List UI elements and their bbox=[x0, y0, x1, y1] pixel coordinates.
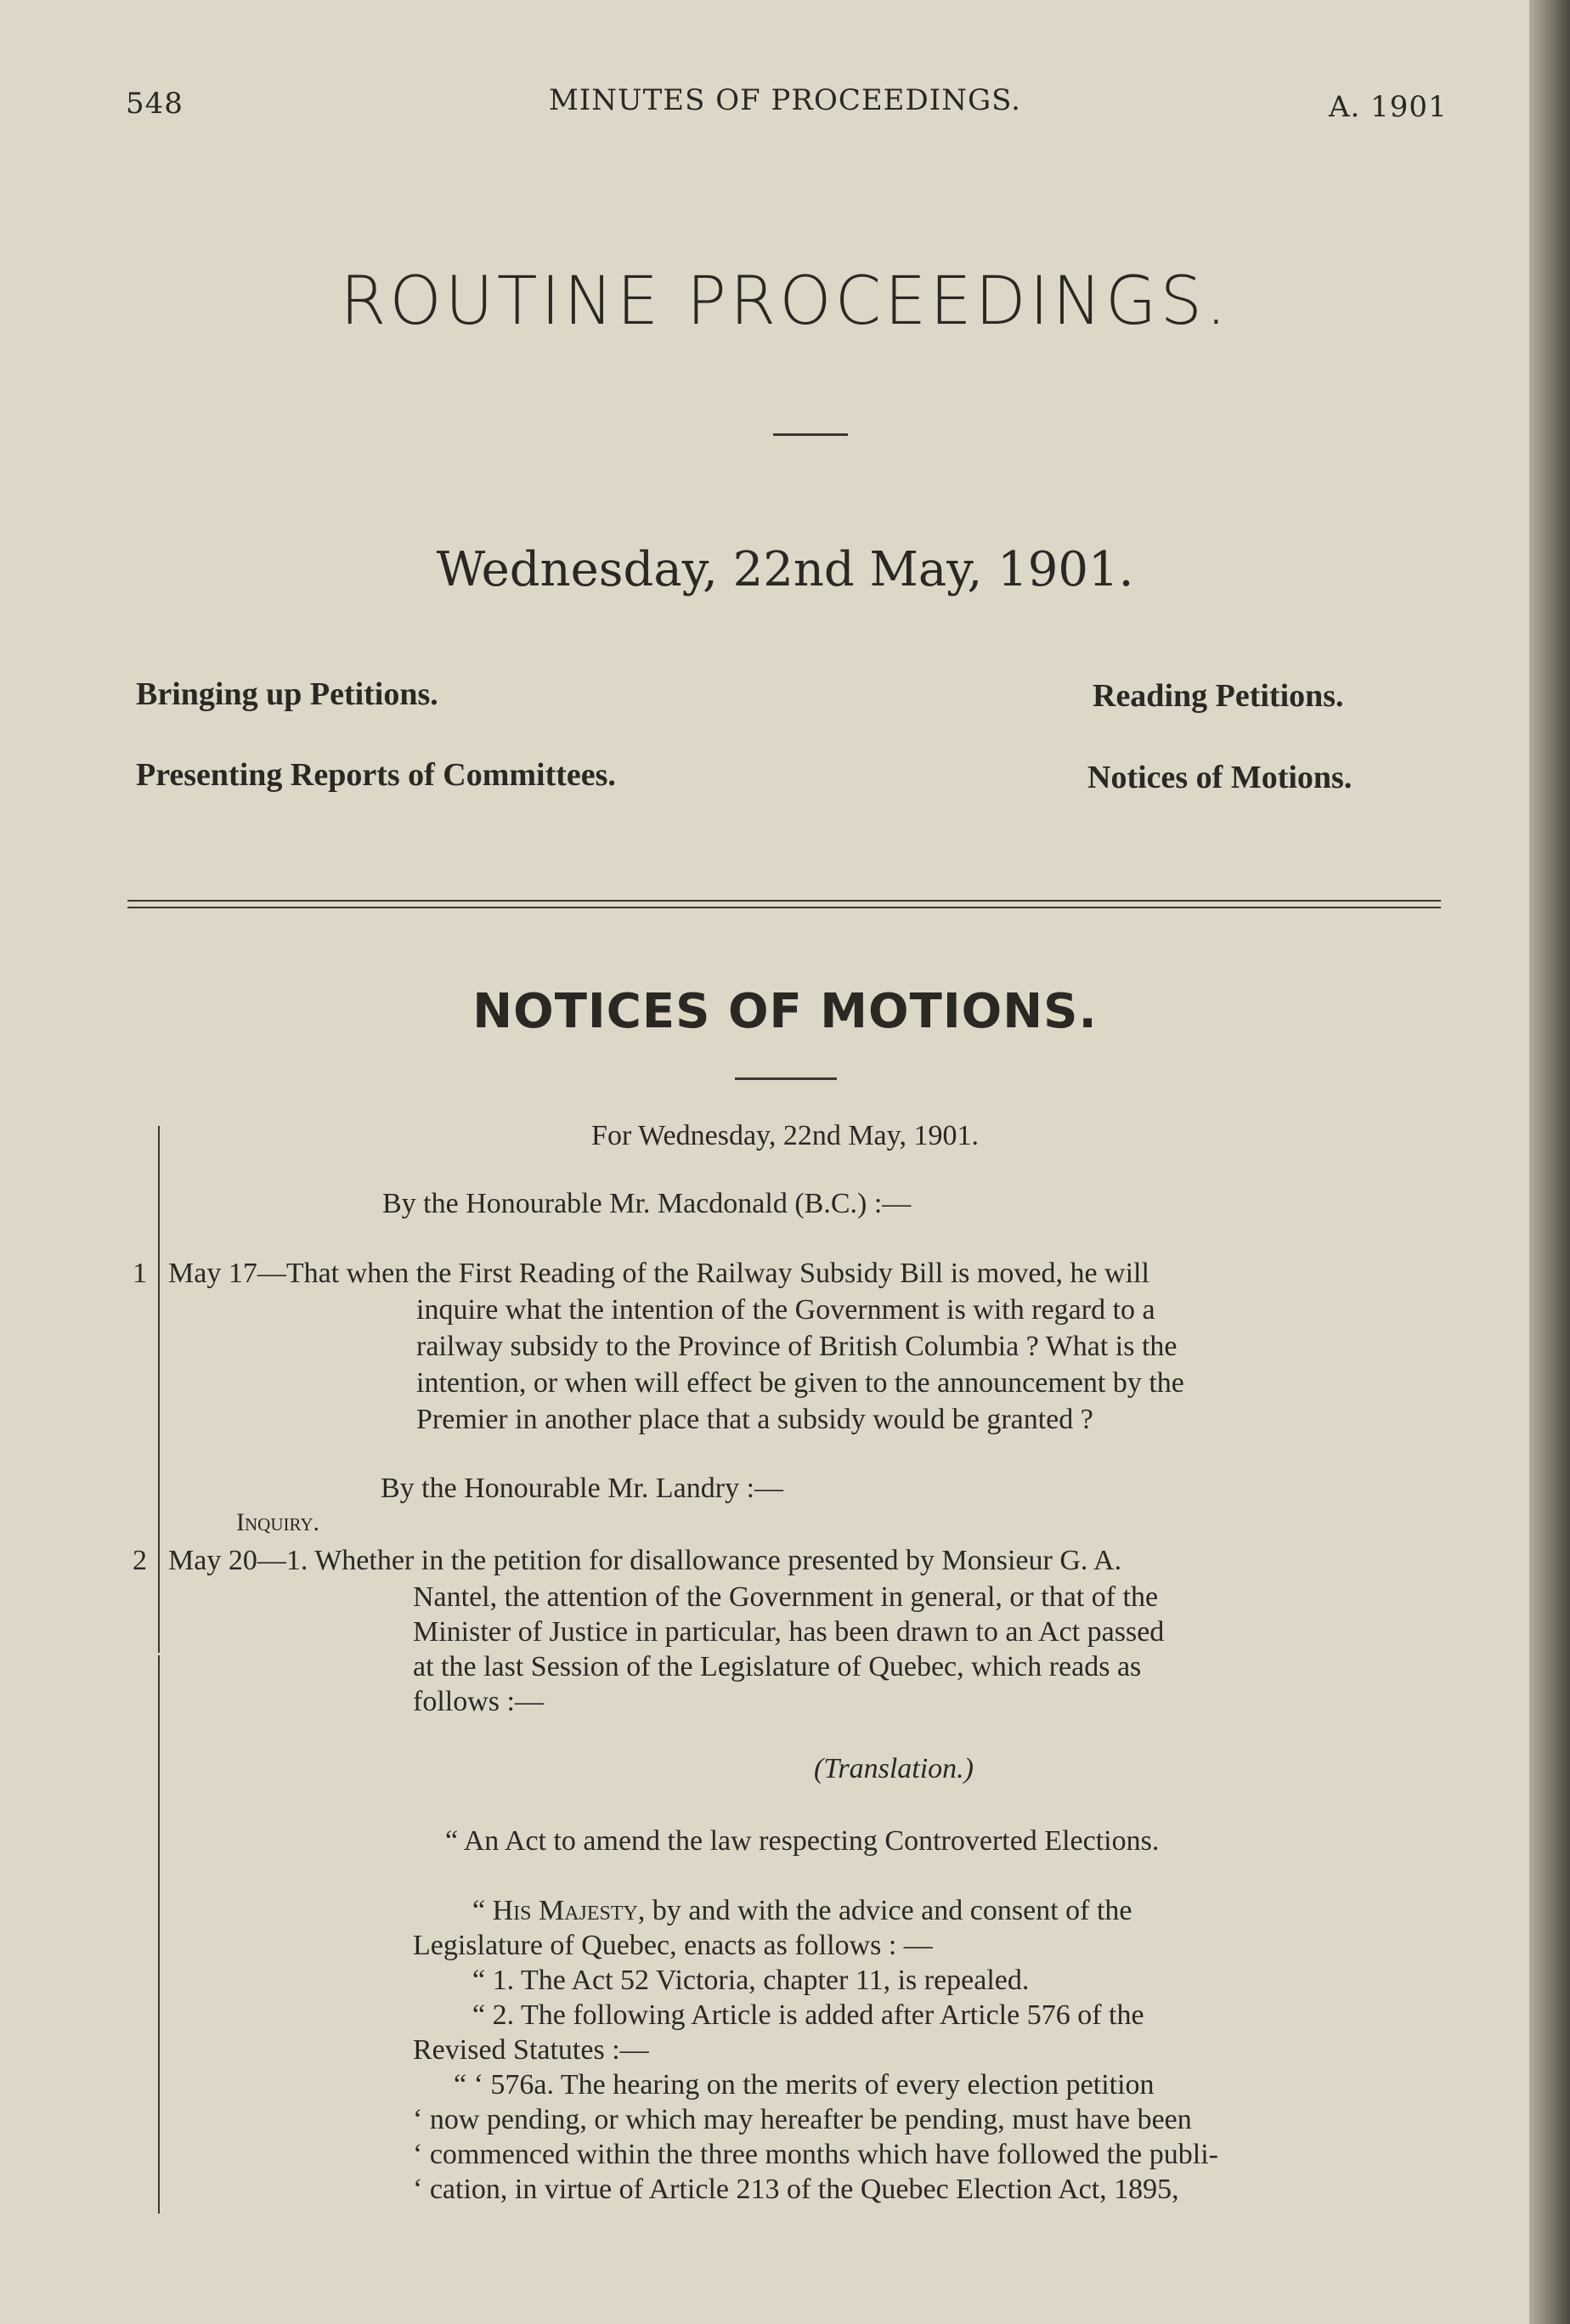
act-title: “ An Act to amend the law respecting Controverted Elections. bbox=[445, 1825, 1160, 1857]
enactment-open-quote: “ bbox=[472, 1895, 493, 1926]
article-line: “ ‘ 576a. The hearing on the merits of every election petition bbox=[454, 2069, 1155, 2101]
enactment-line-2: Legislature of Quebec, enacts as follows : — bbox=[413, 1930, 933, 1961]
notices-rule bbox=[735, 1077, 837, 1080]
enactment-his-majesty: His Majesty bbox=[492, 1895, 638, 1926]
motion2-line: Minister of Justice in particular, has been drawn to an Act passed bbox=[413, 1616, 1165, 1648]
clause-1: “ 1. The Act 52 Victoria, chapter 11, is repealed. bbox=[472, 1965, 1030, 1996]
margin-line-3 bbox=[158, 1993, 160, 2214]
year-label: A. 1901 bbox=[1329, 90, 1448, 124]
translation-label: (Translation.) bbox=[814, 1753, 974, 1784]
page-edge bbox=[1529, 0, 1570, 2324]
enactment-line-1 bbox=[472, 1895, 1132, 1927]
article-line: ‘ commenced within the three months which have followed the publi- bbox=[413, 2139, 1218, 2170]
double-rule-top bbox=[127, 900, 1441, 902]
margin-line-1 bbox=[158, 1126, 160, 1653]
clause-2a: “ 2. The following Article is added after Article 576 of the bbox=[472, 1999, 1144, 2031]
routine-item-reading-petitions: Reading Petitions. bbox=[1093, 678, 1344, 714]
motion2-line: Nantel, the attention of the Government in general, or that of the bbox=[413, 1581, 1159, 1613]
double-rule-bottom bbox=[127, 907, 1441, 908]
clause-2b: Revised Statutes :— bbox=[413, 2034, 649, 2066]
enactment-rest: , by and with the advice and consent of the bbox=[637, 1895, 1132, 1926]
page-number: 548 bbox=[126, 87, 184, 121]
running-title: MINUTES OF PROCEEDINGS. bbox=[548, 83, 1021, 117]
motion1-date-lead: May 17—That when the First Reading of the Railway Subsidy Bill is moved, he will bbox=[168, 1258, 1149, 1289]
motion1-line: intention, or when will effect be given to the announcement by the bbox=[416, 1367, 1184, 1399]
article-line: ‘ cation, in virtue of Article 213 of the Quebec Election Act, 1895, bbox=[413, 2174, 1179, 2205]
notices-heading: NOTICES OF MOTIONS. bbox=[472, 984, 1098, 1039]
routine-item-presenting-reports: Presenting Reports of Committees. bbox=[136, 757, 616, 793]
motion2-date-lead: May 20—1. Whether in the petition for disallowance presented by Monsieur G. A. bbox=[168, 1545, 1122, 1576]
motion1-line: railway subsidy to the Province of British Columbia ? What is the bbox=[416, 1331, 1178, 1362]
routine-item-bringing-up-petitions: Bringing up Petitions. bbox=[136, 676, 438, 712]
date-heading: Wednesday, 22nd May, 1901. bbox=[436, 542, 1134, 597]
page-title: ROUTINE PROCEEDINGS. bbox=[340, 263, 1230, 340]
motion2-number: 2 bbox=[133, 1545, 147, 1576]
motion2-line: at the last Session of the Legislature of Quebec, which reads as bbox=[413, 1651, 1142, 1682]
motion2-line: follows :— bbox=[413, 1686, 544, 1717]
motion1-line: Premier in another place that a subsidy would be granted ? bbox=[416, 1404, 1093, 1435]
motion1-line: inquire what the intention of the Government is with regard to a bbox=[416, 1294, 1155, 1326]
routine-item-notices-of-motions: Notices of Motions. bbox=[1087, 760, 1353, 795]
article-line: ‘ now pending, or which may hereafter be pending, must have been bbox=[413, 2104, 1192, 2135]
motion2-mover: By the Honourable Mr. Landry :— bbox=[381, 1473, 784, 1504]
motion1-mover: By the Honourable Mr. Macdonald (B.C.) :— bbox=[382, 1188, 912, 1219]
title-rule bbox=[773, 433, 848, 436]
for-date: For Wednesday, 22nd May, 1901. bbox=[591, 1120, 979, 1151]
motion2-label: Inquiry. bbox=[236, 1508, 319, 1536]
motion1-number: 1 bbox=[133, 1258, 147, 1289]
